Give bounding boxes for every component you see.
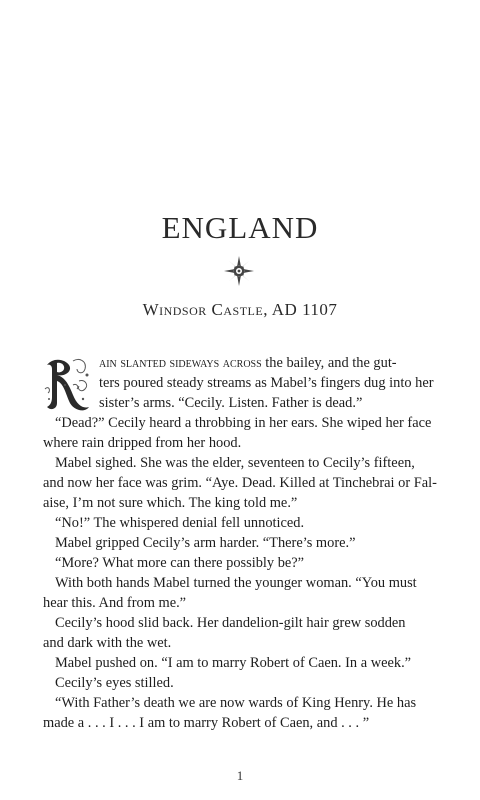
- line-15: and dark with the wet.: [43, 635, 172, 651]
- line-2: ters poured steady streams as Mabel’s fingers dug into her: [99, 375, 434, 391]
- line-3: sister’s arms. “Cecily. Listen. Father is dead.”: [99, 395, 363, 411]
- line-19: made a . . . I . . . I am to marry Robert of Caen, and . . . ”: [43, 715, 370, 731]
- line-7: and now her face was grim. “Aye. Dead. Killed at Tinchebrai or Fal-: [43, 475, 437, 491]
- chapter-subtitle: Windsor Castle, AD 1107: [142, 300, 338, 319]
- line-16: Mabel pushed on. “I am to marry Robert of Caen. In a week.”: [55, 655, 412, 671]
- line-1: the bailey, and the gut-: [261, 355, 397, 371]
- line-4: “Dead?” Cecily heard a throbbing in her ears. She wiped her face: [55, 415, 432, 431]
- line-14: Cecily’s hood slid back. Her dandelion-gilt hair grew sodden: [55, 615, 406, 631]
- line-9: “No!” The whispered denial fell unnoticed.: [55, 515, 305, 531]
- compass-rose-ornament-icon: [223, 255, 255, 287]
- line-6: Mabel sighed. She was the elder, seventeen to Cecily’s fifteen,: [55, 455, 415, 471]
- line-12: With both hands Mabel turned the younger woman. “You must: [55, 575, 417, 591]
- line-11: “More? What more can there possibly be?”: [55, 555, 305, 571]
- opening-small-caps: ain slanted sideways across: [99, 355, 262, 371]
- line-17: Cecily’s eyes stilled.: [55, 675, 174, 691]
- body-text: [43, 353, 441, 733]
- line-13: hear this. And from me.”: [43, 595, 187, 611]
- line-18: “With Father’s death we are now wards of King Henry. He has: [55, 695, 417, 711]
- line-8: aise, I’m not sure which. The king told me.”: [43, 495, 298, 511]
- drop-cap: [43, 355, 93, 413]
- line-5: where rain dripped from her hood.: [43, 435, 242, 451]
- line-10: Mabel gripped Cecily’s arm harder. “There’s more.”: [55, 535, 356, 551]
- chapter-title: ENGLAND: [161, 210, 319, 245]
- page-number: 1: [236, 768, 244, 783]
